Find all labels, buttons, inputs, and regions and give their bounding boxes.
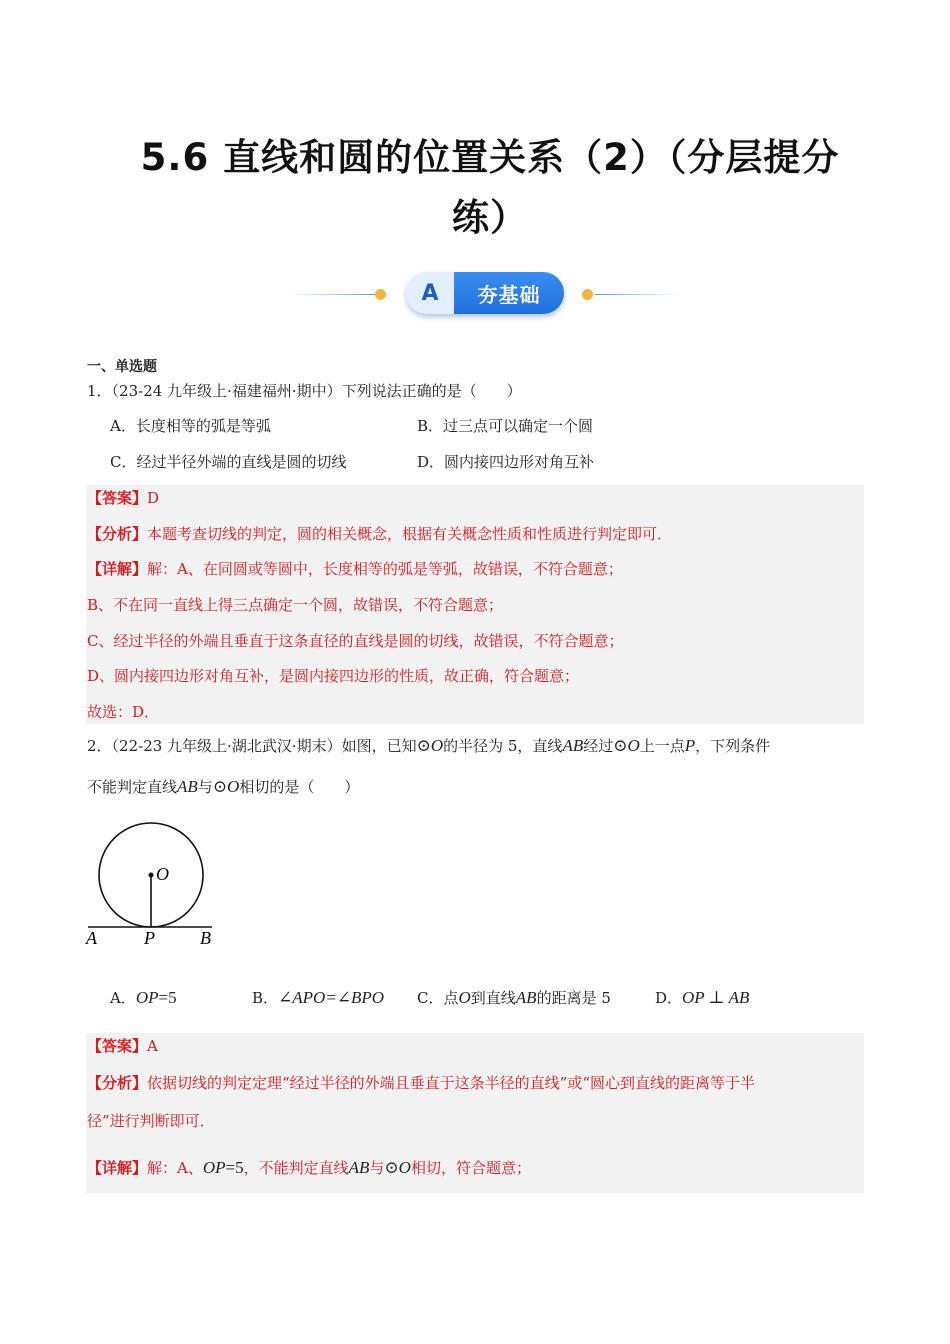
q2-stem-text: 的半径为 5，直线 [443, 737, 563, 755]
q2-stem-line-2 [87, 776, 359, 798]
q2-stem-text: ，下列条件 [695, 737, 771, 755]
dot-icon [375, 289, 386, 300]
analysis-tag: 【分析】 [87, 525, 148, 543]
detail-tag: 【详解】 [87, 560, 148, 578]
badge-letter: A [406, 272, 454, 314]
math-op: OP [202, 1158, 226, 1177]
math-ab: AB [562, 736, 584, 755]
q2-analysis [87, 1072, 755, 1094]
option-label: A． [110, 989, 136, 1007]
q2-option-a [110, 987, 177, 1009]
label-b: B [200, 928, 211, 948]
option-text: 的距离是 5 [536, 989, 611, 1007]
q2-option-b [252, 987, 384, 1009]
center-point [149, 873, 154, 878]
label-o: O [156, 864, 169, 884]
detail-text: 解：A、在同圆或等圆中，长度相等的弧是等弧，故错误，不符合题意； [147, 560, 623, 578]
q2-stem-text: 不能判定直线 [87, 778, 178, 796]
badge-word: 夯基础 [454, 272, 564, 314]
analysis-text: 本题考查切线的判定，圆的相关概念，根据有关概念性质和性质进行判定即可． [147, 525, 673, 543]
q1-detail [87, 558, 623, 580]
math-eq: =5 [158, 988, 177, 1007]
q2-option-d [655, 987, 749, 1009]
q1-option-a: A．长度相等的弧是等弧 [110, 417, 271, 435]
divider-right [595, 294, 680, 295]
detail-text: ，不能判定直线 [243, 1159, 349, 1177]
q2-stem-text: 相切的是（ ） [239, 778, 360, 796]
math-ab: AB [177, 777, 198, 796]
detail-text: 相切，符合题意； [410, 1159, 531, 1177]
q2-stem-text: 2．（22-23 九年级上·湖北武汉·期末）如图，已知 [87, 737, 417, 755]
divider-left [290, 294, 375, 295]
q1-detail-line: D、圆内接四边形对角互补，是圆内接四边形的性质，故正确，符合题意； [87, 667, 580, 685]
q2-option-c [417, 987, 611, 1009]
detail-text: 与 [369, 1159, 385, 1177]
math-circle-o: ⊙O [212, 777, 240, 796]
detail-text: 解：A、 [147, 1159, 203, 1177]
option-text: 到直线 [470, 989, 516, 1007]
q2-answer [87, 1035, 158, 1057]
title-line-1: 5.6 直线和圆的位置关系（2）（分层提分 [140, 136, 840, 179]
math-circle-o: ⊙O [384, 1158, 411, 1177]
detail-tag: 【详解】 [87, 1159, 148, 1177]
analysis-text: 依据切线的判定定理“经过半径的外端且垂直于这条半径的直线”或“圆心到直线的距离等于半 [147, 1074, 756, 1092]
math-op: OP [135, 988, 159, 1007]
math-ab: AB [348, 1158, 370, 1177]
label-a: A [86, 928, 97, 948]
section-heading: 一、单选题 [87, 359, 157, 375]
math-circle-o: ⊙O [613, 736, 640, 755]
q1-detail-line: 故选：D． [87, 703, 160, 721]
q2-stem-line-1 [87, 735, 770, 757]
q1-option-b: B．过三点可以确定一个圆 [417, 417, 594, 435]
q1-detail-line: B、不在同一直线上得三点确定一个圆，故错误，不符合题意； [87, 596, 504, 614]
q2-stem-text: 经过 [583, 737, 614, 755]
q2-stem-text: 与 [197, 778, 213, 796]
answer-tag: 【答案】 [87, 489, 148, 507]
math-eq: =5 [225, 1158, 244, 1177]
page-title [90, 128, 890, 248]
q2-stem-text: 上一点 [639, 737, 685, 755]
q2-detail [87, 1157, 531, 1179]
math-angles: ∠APO=∠BPO [278, 988, 385, 1007]
q1-detail-line: C、经过半径的外端且垂直于这条直径的直线是圆的切线，故错误，不符合题意； [87, 632, 624, 650]
math-p: P [684, 736, 696, 755]
answer-value: A [147, 1037, 158, 1055]
option-label: D． [655, 989, 683, 1007]
label-p: P [144, 928, 155, 948]
q1-analysis [87, 523, 672, 545]
option-label: C．点 [417, 989, 459, 1007]
math-circle-o: ⊙O [416, 736, 444, 755]
answer-tag: 【答案】 [87, 1037, 148, 1055]
answer-value: D [147, 489, 160, 507]
dot-icon [582, 289, 593, 300]
math-perp: OP ⊥ AB [682, 988, 750, 1007]
math-o: O [458, 988, 471, 1007]
level-badge [290, 268, 680, 320]
q1-option-d: D．圆内接四边形对角互补 [417, 453, 595, 471]
option-label: B． [252, 989, 279, 1007]
q1-answer [87, 487, 159, 509]
badge-pill [406, 272, 564, 314]
circle-tangent-figure [84, 818, 224, 950]
title-line-2: 练） [452, 196, 528, 239]
q1-option-c: C．经过半径外端的直线是圆的切线 [110, 453, 347, 471]
q1-stem: 1．（23-24 九年级上·福建福州·期中）下列说法正确的是（ ） [87, 382, 522, 400]
q2-analysis-line: 径”进行判断即可． [87, 1112, 215, 1130]
analysis-tag: 【分析】 [87, 1074, 148, 1092]
math-ab: AB [515, 988, 537, 1007]
